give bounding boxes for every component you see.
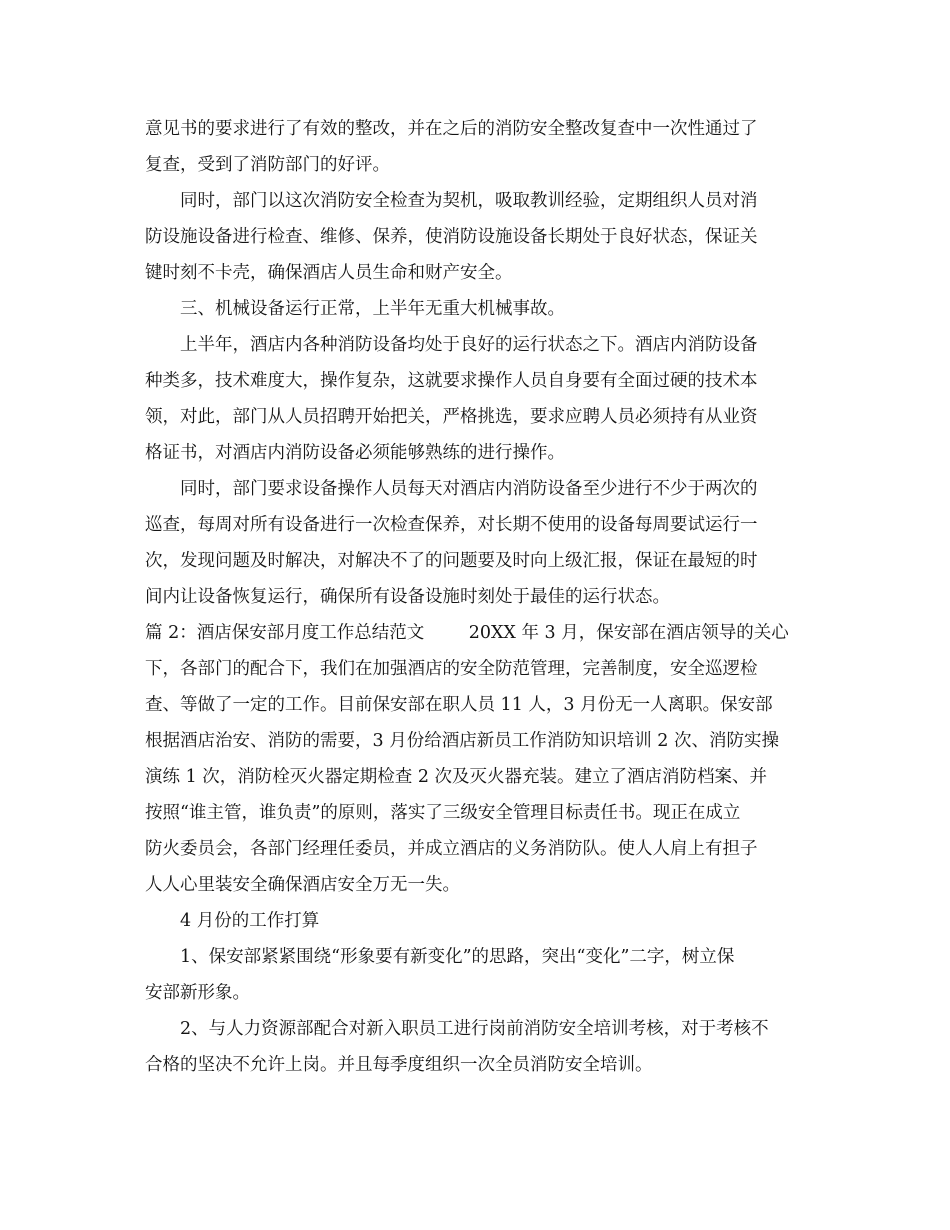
text-line-content: 按照“谁主管，谁负责”的原则，落实了三级安全管理目标责任书。现正在成立 <box>145 803 741 823</box>
text-line <box>0 762 950 792</box>
text-line <box>0 150 950 180</box>
text-line <box>0 438 950 468</box>
text-line-content: 领，对此，部门从人员招聘开始把关，严格挑选，要求应聘人员必须持有从业资 <box>145 407 758 427</box>
text-line-content: 篇 2：酒店保安部月度工作总结范文 20XX 年 3 月，保安部在酒店领导的关心 <box>145 623 789 643</box>
text-line <box>0 798 950 828</box>
text-line-content: 防火委员会，各部门经理任委员，并成立酒店的义务消防队。使人人肩上有担子 <box>145 839 758 859</box>
text-line-content: 意见书的要求进行了有效的整改，并在之后的消防安全整改复查中一次性通过了 <box>145 119 758 139</box>
article-title-line <box>0 618 950 648</box>
text-line-content: 演练 1 次，消防栓灭火器定期检查 2 次及灭火器充装。建立了酒店消防档案、并 <box>145 767 768 787</box>
text-line-content: 键时刻不卡壳，确保酒店人员生命和财产安全。 <box>145 263 513 283</box>
text-line <box>0 510 950 540</box>
text-line-content: 上半年，酒店内各种消防设备均处于良好的运行状态之下。酒店内消防设备 <box>180 335 758 355</box>
text-line <box>0 114 950 144</box>
text-line <box>0 366 950 396</box>
text-line <box>0 654 950 684</box>
text-line-content: 同时，部门以这次消防安全检查为契机，吸取教训经验，定期组织人员对消 <box>180 191 758 211</box>
text-line <box>0 1050 950 1080</box>
text-line <box>0 258 950 288</box>
text-line <box>0 1014 950 1044</box>
text-line-content: 合格的坚决不允许上岗。并且每季度组织一次全员消防安全培训。 <box>145 1055 653 1075</box>
text-line-content: 格证书，对酒店内消防设备必须能够熟练的进行操作。 <box>145 443 565 463</box>
text-line-content: 下，各部门的配合下，我们在加强酒店的安全防范管理，完善制度，安全巡逻检 <box>145 659 758 679</box>
text-line-content: 根据酒店治安、消防的需要，3 月份给酒店新员工作消防知识培训 2 次、消防实操 <box>145 731 779 751</box>
text-line-content: 人人心里装安全确保酒店安全万无一失。 <box>145 875 460 895</box>
text-line-content: 防设施设备进行检查、维修、保养，使消防设施设备长期处于良好状态，保证关 <box>145 227 758 247</box>
section-heading-text: 4 月份的工作打算 <box>180 911 320 931</box>
text-line-content: 安部新形象。 <box>145 983 250 1003</box>
text-line <box>0 186 950 216</box>
text-line-content: 查、等做了一定的工作。目前保安部在职人员 11 人，3 月份无一人离职。保安部 <box>145 695 773 715</box>
text-line-content: 次，发现问题及时解决，对解决不了的问题要及时向上级汇报，保证在最短的时 <box>145 551 758 571</box>
text-line <box>0 834 950 864</box>
text-line <box>0 978 950 1008</box>
text-line-content: 间内让设备恢复运行，确保所有设备设施时刻处于最佳的运行状态。 <box>145 587 670 607</box>
section-heading <box>0 906 950 936</box>
text-line <box>0 582 950 612</box>
text-line <box>0 726 950 756</box>
text-line <box>0 222 950 252</box>
text-line <box>0 402 950 432</box>
text-line-content: 复查，受到了消防部门的好评。 <box>145 155 390 175</box>
text-line-content: 巡查，每周对所有设备进行一次检查保养，对长期不使用的设备每周要试运行一 <box>145 515 758 535</box>
section-heading <box>0 294 950 324</box>
text-line <box>0 690 950 720</box>
text-line <box>0 474 950 504</box>
text-line <box>0 870 950 900</box>
text-line-content: 同时，部门要求设备操作人员每天对酒店内消防设备至少进行不少于两次的 <box>180 479 758 499</box>
text-line-content: 1、保安部紧紧围绕“形象要有新变化”的思路，突出“变化”二字，树立保 <box>180 947 735 967</box>
text-line <box>0 330 950 360</box>
text-line-content: 2、与人力资源部配合对新入职员工进行岗前消防安全培训考核，对于考核不 <box>180 1019 769 1039</box>
text-line-content: 种类多，技术难度大，操作复杂，这就要求操作人员自身要有全面过硬的技术本 <box>145 371 758 391</box>
text-line <box>0 546 950 576</box>
section-heading-text: 三、机械设备运行正常，上半年无重大机械事故。 <box>180 299 565 319</box>
text-line <box>0 942 950 972</box>
